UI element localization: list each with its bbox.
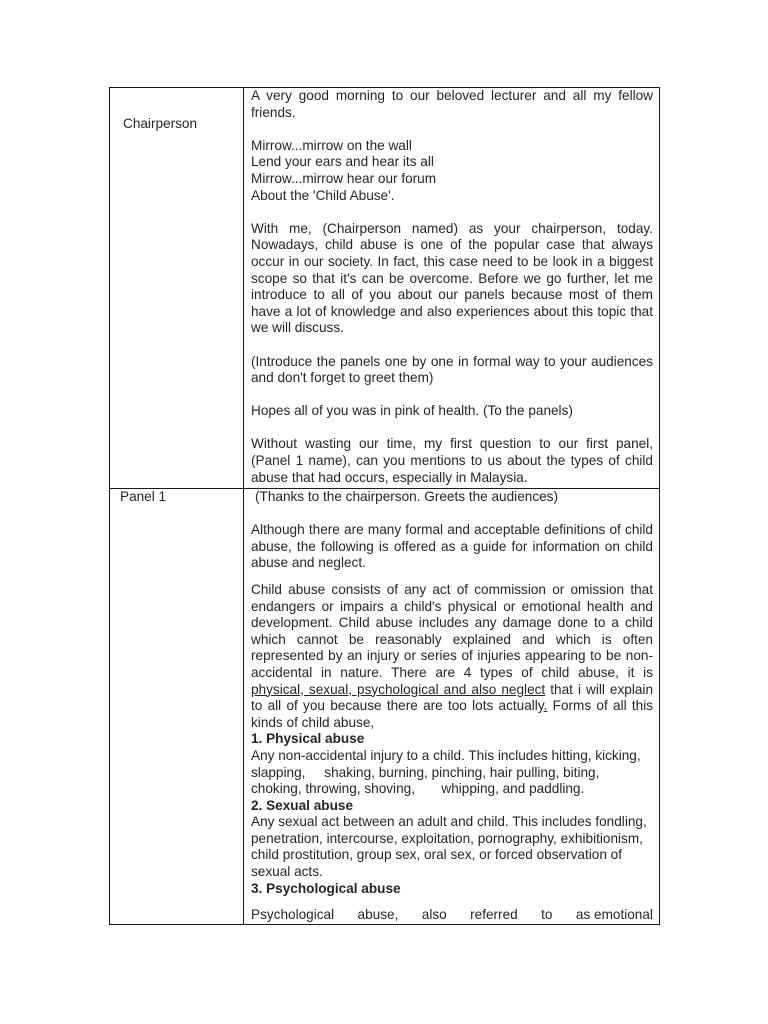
poem-line: Mirrow...mirrow hear our forum: [251, 170, 437, 186]
word: abuse,: [357, 907, 399, 923]
definition-paragraph: Although there are many formal and acceptable definitions of child abuse, the following is offered as a guide for information on child abuse and neglect.: [251, 522, 653, 571]
underlined-period: .: [543, 698, 548, 714]
word: as emotional: [575, 907, 653, 923]
dialogue-cell: [244, 88, 660, 489]
consists-text-b: that i will explain to all of you because there are too lots actually: [251, 681, 654, 714]
sexual-abuse-heading: 2. Sexual abuse: [251, 797, 354, 813]
greeting-text: A very good morning to our beloved lecturer and all my fellow friends.: [251, 88, 653, 120]
forum-script-table: [109, 87, 660, 925]
sexual-abuse-text: Any sexual act between an adult and child. This includes fondling, penetration, intercourse, exploitation, pornography, exhibitionism, child prostitution, group sex, oral sex, or forced observation of sexual acts.: [251, 814, 647, 880]
word: Psychological: [251, 907, 335, 923]
poem-line: Lend your ears and hear its all: [251, 154, 434, 170]
child-abuse-paragraph: [251, 582, 653, 731]
role-label-chairperson: Chairperson: [123, 116, 198, 131]
consists-text: Child abuse consists of any act of commission or omission that endangers or impairs a child's physical or emotional health and development. Child abuse includes any damage done to a child which cannot be reasonably explained and which is often represented by an injury or series of injuries appearing to be non-accidental in nature. There are 4 types of child abuse, it is: [251, 581, 653, 680]
word: also: [421, 907, 447, 923]
poem-block: [251, 138, 653, 204]
role-cell: [110, 489, 244, 925]
dialogue-cell: [244, 489, 660, 925]
role-label-panel-1: Panel 1: [120, 489, 167, 504]
consists-text-c: Forms of all this kinds of child abuse,: [251, 698, 654, 730]
abuse-types-underlined: physical, sexual, psychological and also neglect: [251, 681, 546, 697]
introduce-panels-note: (Introduce the panels one by one in formal way to your audiences and don't forget to greet them): [251, 353, 653, 386]
word: to: [541, 907, 553, 923]
hopes-text: Hopes all of you was in pink of health. (To the panels): [251, 403, 573, 419]
physical-abuse-heading: 1. Physical abuse: [251, 731, 365, 747]
table-row: [110, 88, 660, 489]
intro-paragraph: With me, (Chairperson named) as your chairperson, today. Nowadays, child abuse is one of the popular case that always occur in our society. In fact, this case need to be look in a biggest scope so that it's can be overcome. Before we go further, let me introduce to all of you about our panels because most of them have a lot of knowledge and also experiences about this topic that we will discuss.: [251, 220, 653, 336]
word: referred: [470, 907, 518, 923]
poem-line: Mirrow...mirrow on the wall: [251, 137, 412, 153]
table-row: [110, 489, 660, 925]
psychological-abuse-heading: 3. Psychological abuse: [251, 880, 401, 896]
role-cell: [110, 88, 244, 489]
psychological-abuse-text: [251, 907, 653, 924]
first-question-text: Without wasting our time, my first question to our first panel, (Panel 1 name), can you mentions to us about the types of child abuse that had occurs, especially in Malaysia.: [251, 436, 653, 485]
physical-abuse-text: Any non-accidental injury to a child. This includes hitting, kicking, slapping, shaking, burning, pinching, hair pulling, biting, choking, throwing, shoving, whipping, and paddling.: [251, 747, 645, 797]
poem-line: About the 'Child Abuse'.: [251, 187, 395, 203]
thanks-note: (Thanks to the chairperson. Greets the audiences): [255, 489, 558, 504]
